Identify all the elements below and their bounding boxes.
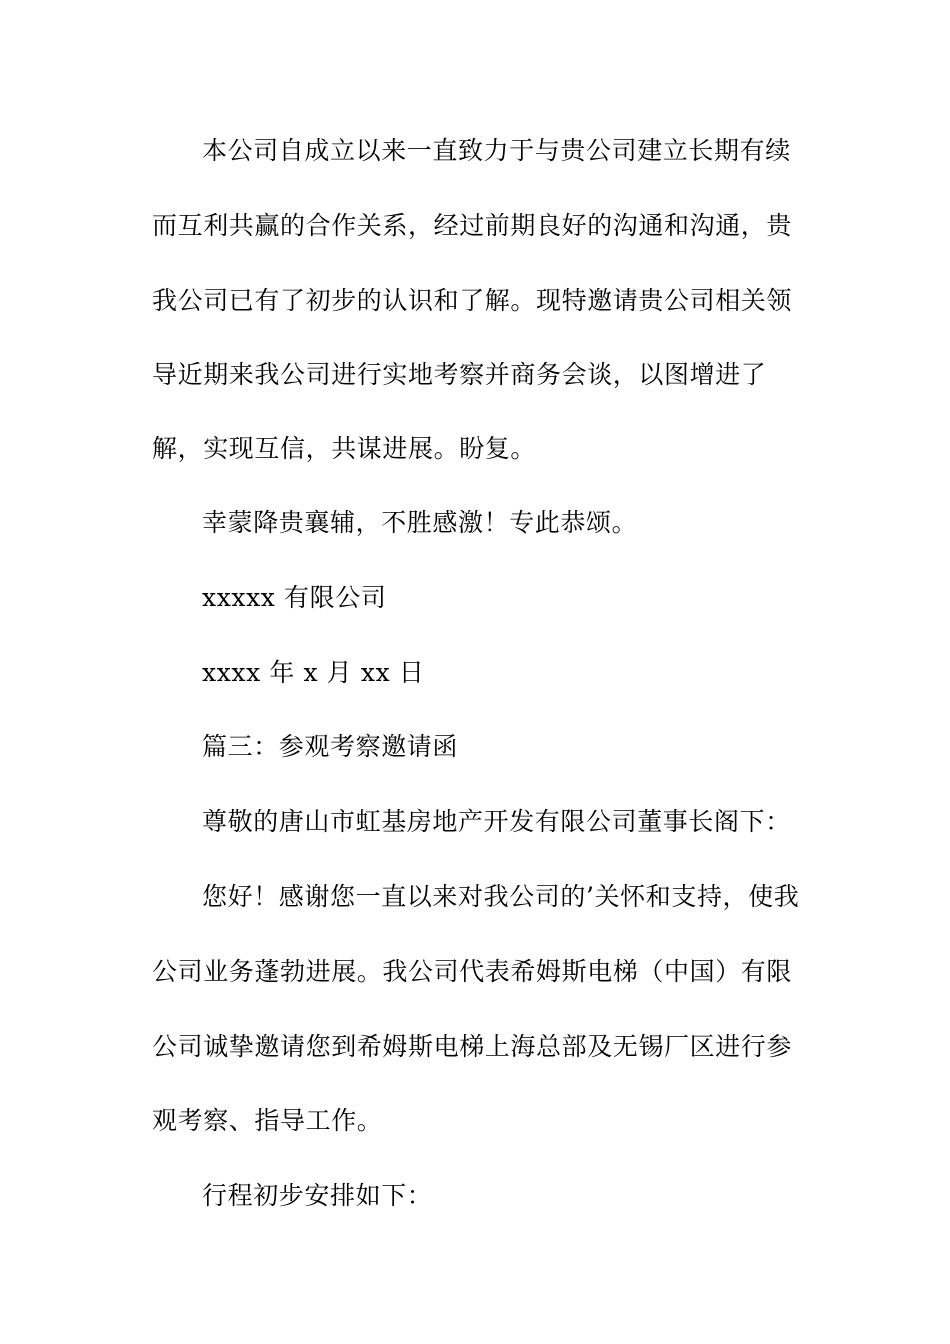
paragraph-line: 解，实现互信，共谋进展。盼复。 <box>152 434 537 463</box>
date-line: xxxx 年 x 月 xx 日 <box>202 658 425 687</box>
paragraph-line: 我公司已有了初步的认识和了解。现特邀请贵公司相关领 <box>152 286 793 315</box>
paragraph-line: 导近期来我公司进行实地考察并商务会谈，以图增进了 <box>152 360 767 389</box>
paragraph-line: 观考察、指导工作。 <box>152 1106 383 1135</box>
paragraph-line: 而互利共赢的合作关系，经过前期良好的沟通和沟通，贵 <box>152 211 793 240</box>
paragraph-line: 本公司自成立以来一直致力于与贵公司建立长期有续 <box>202 136 791 165</box>
salutation-line: 尊敬的唐山市虹基房地产开发有限公司董事长阁下： <box>202 807 791 836</box>
paragraph-line: 公司诚挚邀请您到希姆斯电梯上海总部及无锡厂区进行参 <box>152 1032 793 1061</box>
paragraph-line: 您好！感谢您一直以来对我公司的’关怀和支持，使我 <box>202 882 800 911</box>
itinerary-heading: 行程初步安排如下： <box>202 1181 433 1210</box>
section-heading: 篇三：参观考察邀请函 <box>202 732 459 761</box>
company-signature: xxxxx 有限公司 <box>202 583 387 612</box>
closing-line: 幸蒙降贵襄辅，不胜感激！专此恭颂。 <box>202 508 638 537</box>
paragraph-line: 公司业务蓬勃进展。我公司代表希姆斯电梯（中国）有限 <box>152 957 793 986</box>
